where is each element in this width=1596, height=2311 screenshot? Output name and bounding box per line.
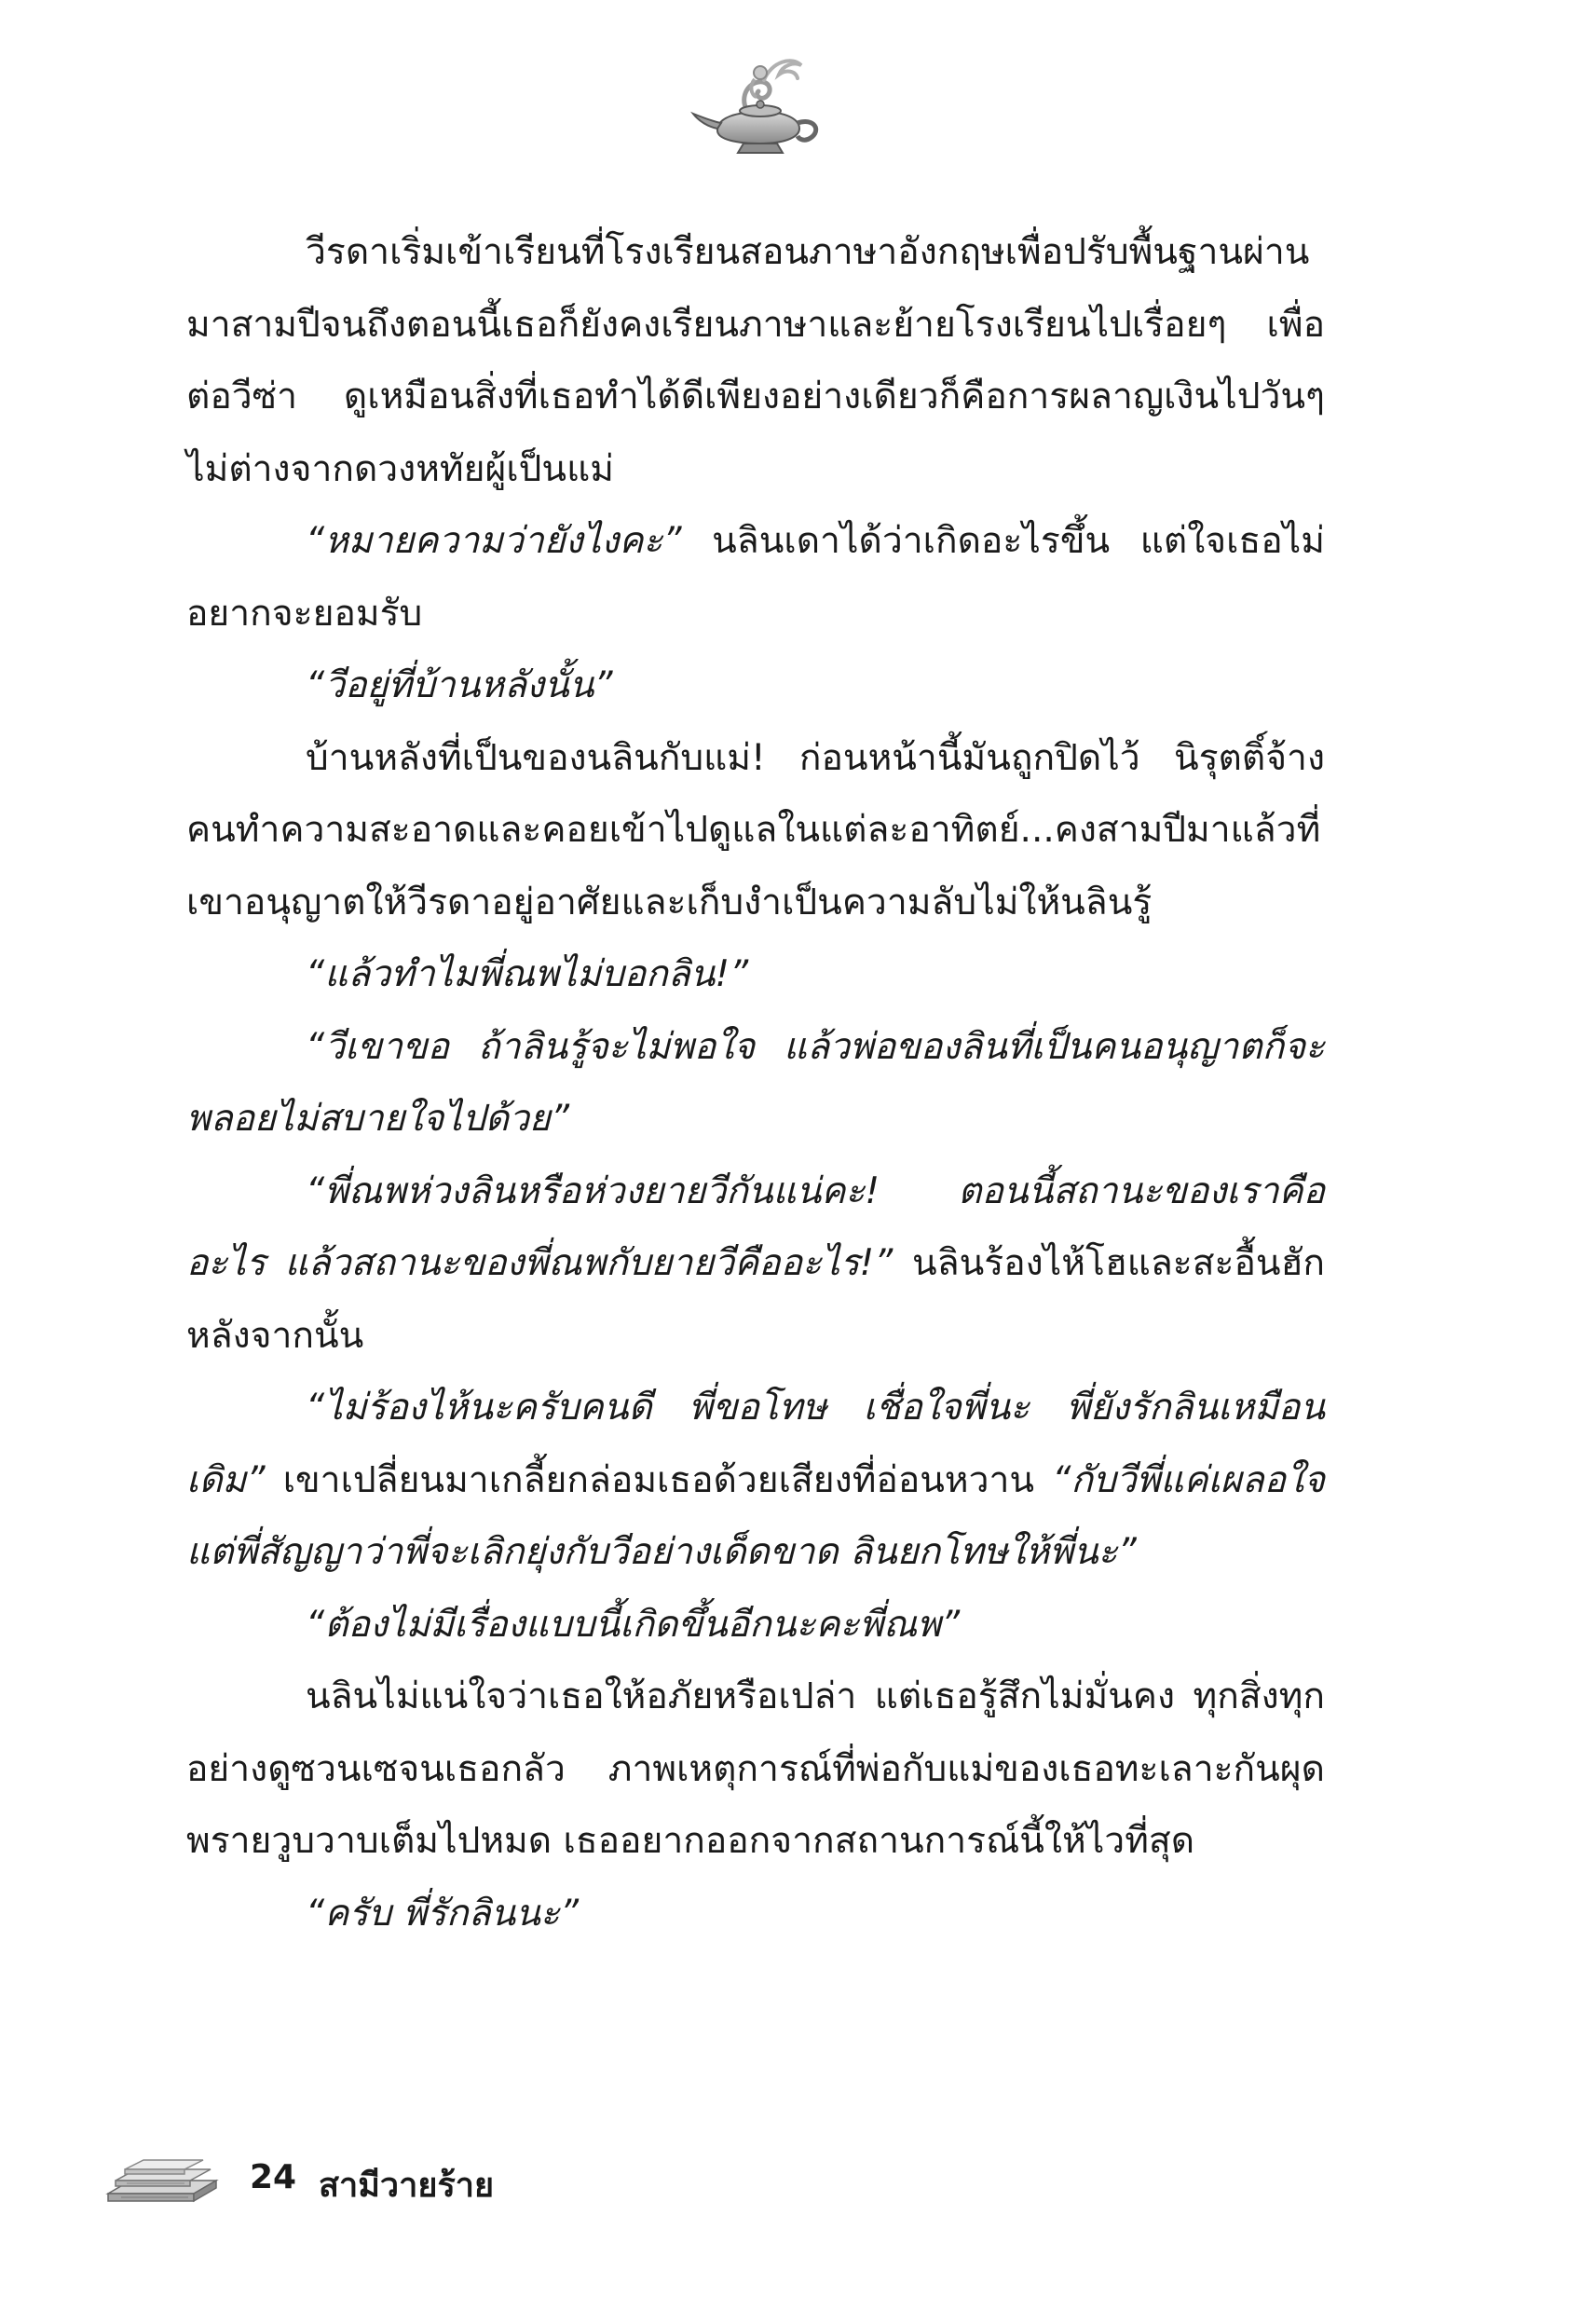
narration-text: นลินเดาได้ว่าเกิดอะไรขึ้น แต่ใจเธอไม่อยากจะยอมรับ [186, 520, 1325, 635]
dialogue-text: “พี่ณพห่วงลินหรือห่วงยายวีกันแน่คะ! ตอนนี้สถานะของเราคืออะไร แล้วสถานะของพี่ณพกับยายวีคืออะไร!” [186, 1169, 1325, 1284]
dialogue-text: “วีอยู่ที่บ้านหลังนั้น” [306, 664, 613, 706]
paragraph [186, 505, 1325, 650]
narration-text: บ้านหลังที่เป็นของนลินกับแม่! ก่อนหน้านี้มันถูกปิดไว้ นิรุตติ์จ้างคนทำความสะอาดและคอยเข้าไปดูแลในแต่ละอาทิตย์...คงสามปีมาแล้วที่เขาอนุญาตให้วีรดาอยู่อาศัยและเก็บงำเป็นความลับไม่ให้นลินรู้ [186, 736, 1325, 923]
dialogue-text: “ต้องไม่มีเรื่องแบบนี้เกิดขึ้นอีกนะคะพี่ณพ” [306, 1603, 961, 1646]
page-footer [102, 2153, 755, 2208]
paragraph [186, 216, 1325, 505]
dialogue-text: “วีเขาขอ ถ้าลินรู้จะไม่พอใจ แล้วพ่อของลินที่เป็นคนอนุญาตก็จะพลอยไม่สบายใจไปด้วย” [186, 1025, 1325, 1140]
narration-text: นลินร้องไห้โฮและสะอื้นฮักหลังจากนั้น [186, 1242, 1325, 1357]
dialogue-text: “แล้วทำไมพี่ณพไม่บอกลิน!” [306, 953, 749, 995]
narration-text: นลินไม่แน่ใจว่าเธอให้อภัยหรือเปล่า แต่เธอรู้สึกไม่มั่นคง ทุกสิ่งทุกอย่างดูซวนเซจนเธอกลัว ภาพเหตุการณ์ที่พ่อกับแม่ของเธอทะเลาะกันผุดพรายวูบวาบเต็มไปหมด เธออยากออกจากสถานการณ์นี้ให้ไวที่สุด [186, 1675, 1325, 1862]
body-text [186, 216, 1325, 1949]
dialogue-text: “ครับ พี่รักลินนะ” [306, 1892, 580, 1935]
narration-text: เขาเปลี่ยนมาเกลี้ยกล่อมเธอด้วยเสียงที่อ่อนหวาน [265, 1458, 1053, 1501]
magic-lamp-icon [689, 48, 829, 160]
book-title: สามีวายร้าย [319, 2167, 495, 2205]
stacked-books-icon [102, 2153, 222, 2205]
paragraph [186, 650, 1325, 722]
narration-text: วีรดาเริ่มเข้าเรียนที่โรงเรียนสอนภาษาอังกฤษเพื่อปรับพื้นฐานผ่านมาสามปีจนถึงตอนนี้เธอก็ยังคงเรียนภาษาและย้ายโรงเรียนไปเรื่อยๆ เพื่อต่อวีซ่า ดูเหมือนสิ่งที่เธอทำได้ดีเพียงอย่างเดียวก็คือการผลาญเงินไปวันๆ ไม่ต่างจากดวงหทัยผู้เป็นแม่ [186, 231, 1325, 490]
paragraph [186, 1372, 1325, 1589]
paragraph [186, 1878, 1325, 1950]
paragraph [186, 722, 1325, 939]
paragraph [186, 1156, 1325, 1373]
dialogue-text: “หมายความว่ายังไงคะ” [306, 520, 682, 562]
dialogue-text: “กับวีพี่แค่เผลอใจ แต่พี่สัญญาว่าพี่จะเลิกยุ่งกับวีอย่างเด็ดขาด ลินยกโทษให้พี่นะ” [186, 1458, 1325, 1573]
paragraph [186, 1011, 1325, 1156]
dialogue-text: “ไม่ร้องไห้นะครับคนดี พี่ขอโทษ เชื่อใจพี่นะ พี่ยังรักลินเหมือนเดิม” [186, 1387, 1325, 1501]
paragraph [186, 938, 1325, 1011]
page-number: 24 [250, 2158, 297, 2196]
paragraph [186, 1589, 1325, 1661]
paragraph [186, 1661, 1325, 1878]
